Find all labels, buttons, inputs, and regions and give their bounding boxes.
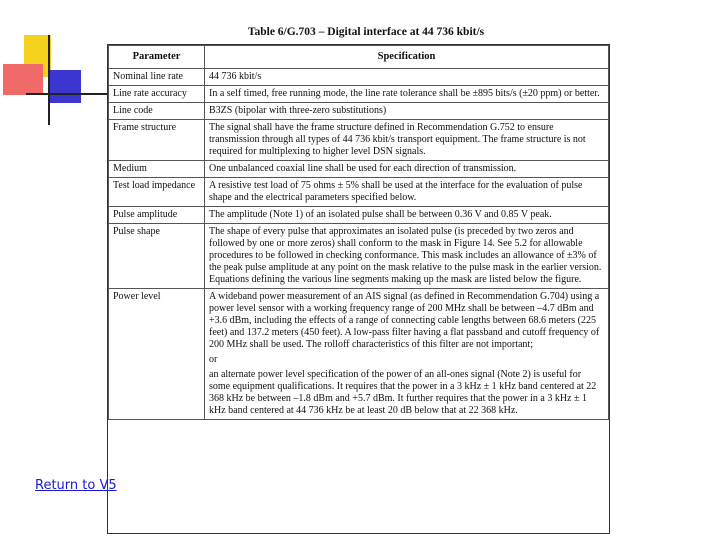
return-to-v5-link[interactable]: Return to V5 (35, 478, 117, 493)
parameter-cell: Pulse amplitude (109, 207, 205, 224)
table-row (109, 207, 609, 224)
power-level-or: or (209, 354, 218, 365)
table-row (109, 178, 609, 207)
spec-cell: One unbalanced coaxial line shall be used for each direction of transmission. (205, 161, 609, 178)
table-row (109, 69, 609, 86)
parameter-cell: Frame structure (109, 120, 205, 161)
decorative-red-square (3, 64, 43, 95)
spec-cell: The shape of every pulse that approximates an isolated pulse (is preceded by two zeros and followed by one or more zeros) shall conform to the mask in Figure 14. See 5.2 for allowable procedures to be followed in checking conformance. This mask includes an allowance of ±3% of the peak pulse amplitude at any point on the mask relative to the pulse mask in the earlier version. Equations defining the various line segments making up the mask are listed below the figure. (205, 224, 609, 289)
spec-cell: 44 736 kbit/s (205, 69, 609, 86)
table-title: Table 6/G.703 – Digital interface at 44 736 kbit/s (247, 26, 485, 38)
parameter-cell: Line code (109, 103, 205, 120)
spec-table (108, 45, 609, 420)
table-row (109, 103, 609, 120)
table-row (109, 289, 609, 420)
parameter-cell: Nominal line rate (109, 69, 205, 86)
spec-cell: In a self timed, free running mode, the line rate tolerance shall be ±895 bits/s (±20 ppm) or better. (205, 86, 609, 103)
table-row (109, 120, 609, 161)
power-level-spec-part-2: an alternate power level specification of the power of an all-ones signal (Note 2) is useful for some equipment qualifications. It requires that the power in a 3 kHz ± 1 kHz band centered at 22 368 kHz be between –1.8 dBm and +5.7 dBm. It further requires that the power in a 3 kHz ± 1 kHz band centered at 44 736 kHz be at least 20 dB below that at 22 368 kHz. (209, 369, 597, 416)
spec-cell: B3ZS (bipolar with three-zero substitutions) (205, 103, 609, 120)
decorative-horizontal-line (26, 93, 108, 95)
header-parameter: Parameter (109, 46, 205, 69)
parameter-cell: Line rate accuracy (109, 86, 205, 103)
table-row (109, 86, 609, 103)
table-row (109, 224, 609, 289)
table-row (109, 161, 609, 178)
spec-table-container (107, 44, 610, 534)
decorative-vertical-line (48, 35, 50, 125)
spec-cell: The signal shall have the frame structure defined in Recommendation G.752 to ensure transmission through all types of 44 736 kbit/s transport equipment. The frame structure is not required for multiplexing to higher level DSN signals. (205, 120, 609, 161)
parameter-cell: Medium (109, 161, 205, 178)
spec-cell (205, 289, 609, 420)
parameter-cell: Power level (109, 289, 205, 420)
table-header-row (109, 46, 609, 69)
parameter-cell: Pulse shape (109, 224, 205, 289)
decorative-blue-square (50, 70, 81, 103)
parameter-cell: Test load impedance (109, 178, 205, 207)
spec-cell: The amplitude (Note 1) of an isolated pulse shall be between 0.36 V and 0.85 V peak. (205, 207, 609, 224)
spec-cell: A resistive test load of 75 ohms ± 5% shall be used at the interface for the evaluation of pulse shape and the electrical parameters specified below. (205, 178, 609, 207)
header-specification: Specification (205, 46, 609, 69)
power-level-spec-part-1: A wideband power measurement of an AIS signal (as defined in Recommendation G.704) using a power level sensor with a working frequency range of 200 MHz shall be between –4.7 dBm and +3.6 dBm, including the effects of a range of connecting cable lengths between 68.6 meters (225 feet) and 137.2 meters (450 feet). A low-pass filter having a flat passband and cutoff frequency of 200 MHz shall be used. The rolloff characteristics of this filter are not important; (209, 291, 600, 350)
